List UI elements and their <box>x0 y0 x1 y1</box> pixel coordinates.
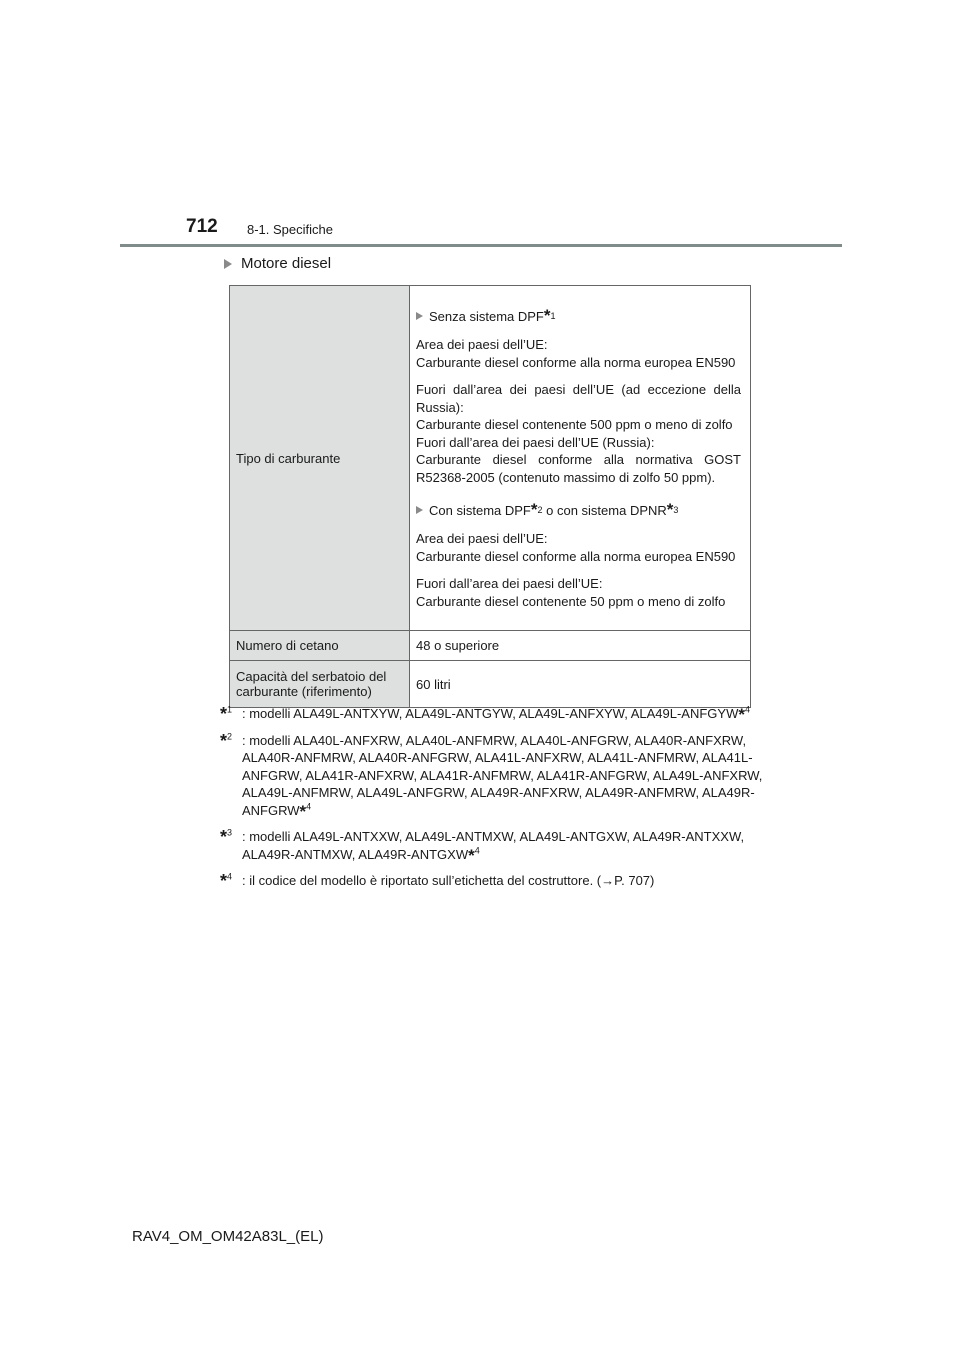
footnote-num: 3 <box>227 827 233 838</box>
table-row-fuel-type <box>230 286 751 631</box>
page-reference-link[interactable]: P. 707) <box>614 873 655 888</box>
paragraph-non-eu-2: Fuori dall’area dei paesi dell’UE: Carburante diesel contenente 50 ppm o meno di zolfo <box>416 576 726 609</box>
asterisk-icon: * <box>666 500 674 519</box>
footnote-text: : modelli ALA49L-ANTXYW, ALA49L-ANTGYW, ALA49L-ANFXYW, ALA49L-ANFGYW <box>242 706 739 721</box>
option-title: Senza sistema DPF <box>429 308 544 324</box>
spec-table <box>229 285 751 708</box>
table-row-tank <box>230 661 751 708</box>
fuel-type-value <box>410 286 751 631</box>
footnote-num: 1 <box>227 704 233 715</box>
asterisk-icon: * <box>738 705 745 724</box>
paragraph-non-eu: Fuori dall’area dei paesi dell’UE (ad eccezione della Russia): Carburante diesel contenente 500 ppm o meno di zolfo Fuori dall’area dei paesi dell’UE (Russia): Carburante diesel conforme alla normativa GOST R52368-2005 (contenuto massimo di zolfo 50 ppm). <box>416 382 741 485</box>
footnote-3 <box>220 828 780 864</box>
fuel-type-label: Tipo di carburante <box>230 286 410 631</box>
asterisk-icon: * <box>543 306 551 325</box>
asterisk-icon: * <box>220 827 228 847</box>
footnote-ref: 4 <box>745 704 751 715</box>
option-title-b: o con sistema DPNR <box>542 502 667 518</box>
cetane-value: 48 o superiore <box>410 631 751 661</box>
paragraph-eu-area: Area dei paesi dell’UE: Carburante diesel conforme alla norma europea EN590 <box>416 337 736 370</box>
asterisk-icon: * <box>220 704 228 724</box>
paragraph-eu-area-2: Area dei paesi dell’UE: Carburante diesel conforme alla norma europea EN590 <box>416 531 736 564</box>
footnote-ref: 4 <box>474 845 480 856</box>
document-code: RAV4_OM_OM42A83L_(EL) <box>132 1228 324 1245</box>
footnote-4 <box>220 872 780 891</box>
asterisk-icon: * <box>530 500 538 519</box>
asterisk-icon: * <box>468 845 475 865</box>
footnote-num: 2 <box>227 731 233 742</box>
footnotes <box>220 705 780 899</box>
option-with-dpf: Con sistema DPF * 2 o con sistema DPNR * 3 <box>416 500 741 520</box>
page-number: 712 <box>186 216 218 237</box>
asterisk-icon: * <box>220 871 228 891</box>
tank-value: 60 litri <box>410 661 751 708</box>
footnote-text: : il codice del modello è riportato sull’etichetta del costruttore. ( <box>242 873 602 888</box>
triangle-bullet-icon <box>224 259 232 269</box>
section-title: 8-1. Specifiche <box>247 222 333 237</box>
footnote-1 <box>220 705 780 724</box>
footnote-text: : modelli ALA40L-ANFXRW, ALA40L-ANFMRW, ALA40L-ANFGRW, ALA40R-ANFXRW, ALA40R-ANFMRW, ALA40R-ANFGRW, ALA41L-ANFXRW, ALA41L-ANFMRW, ALA41L-ANFGRW, ALA41R-ANFXRW, ALA41R-ANFMRW, ALA41R-ANFGRW, ALA49L-ANFXRW, ALA49L-ANFMRW, ALA49L-ANFGRW, ALA49R-ANFXRW, ALA49R-ANFMRW, ALA49R-ANFGRW <box>242 732 763 818</box>
table-row-cetane <box>230 631 751 661</box>
cetane-label: Numero di cetano <box>230 631 410 661</box>
subheading-text: Motore diesel <box>241 255 332 272</box>
asterisk-icon: * <box>299 801 307 821</box>
header-divider <box>120 244 842 247</box>
tank-label: Capacità del serbatoio del carburante (riferimento) <box>230 661 410 708</box>
option-without-dpf: Senza sistema DPF * 1 <box>416 306 741 326</box>
footnote-ref: 4 <box>306 801 312 812</box>
arrow-right-icon: → <box>601 873 615 888</box>
subheading <box>224 255 331 272</box>
footnote-text: : modelli ALA49L-ANTXXW, ALA49L-ANTMXW, ALA49L-ANTGXW, ALA49R-ANTXXW, ALA49R-ANTMXW, ALA49R-ANTGXW <box>242 829 745 862</box>
footnote-2 <box>220 732 780 821</box>
footnote-num: 4 <box>227 871 233 882</box>
asterisk-icon: * <box>220 730 228 751</box>
triangle-bullet-icon <box>416 312 423 320</box>
triangle-bullet-icon <box>416 506 423 514</box>
option-title: Con sistema DPF <box>429 502 531 518</box>
